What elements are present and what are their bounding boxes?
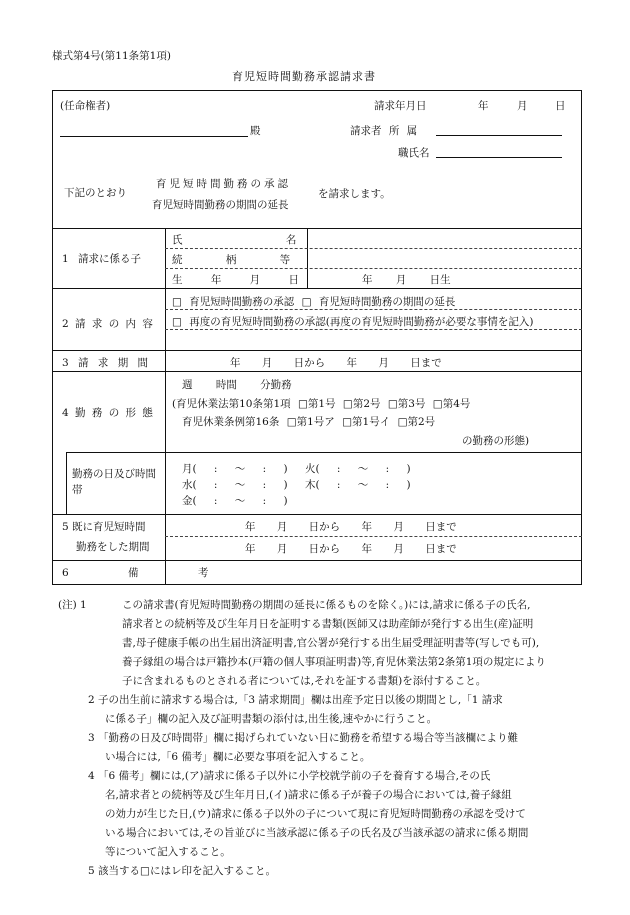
work-form-line-4: の勤務の形態) <box>462 435 530 447</box>
work-form-line-2[interactable]: (育児休業法第10条第1項 □第1号 □第2号 □第3号 □第4号 <box>172 398 471 410</box>
note-2-line: に係る子」欄の記入及び証明書類の添付は,出生後,速やかに行うこと。 <box>105 713 438 725</box>
note-4-line: いる場合においては,その旨並びに当該承認に係る子の氏名及び当該承認の請求に係る期間 <box>105 827 529 839</box>
appointer-label: (任命権者) <box>60 100 111 112</box>
note-3-line: 3 「勤務の日及び時間帯」欄に掲げられていない日に勤務を希望する場合等当該欄により難 <box>88 732 519 744</box>
note-4-line: 名,請求者との続柄等及び生年月日,(イ)請求に係る子が養子の場合においては,養子縁組 <box>105 789 512 801</box>
schedule-line-1[interactable]: 月( : 〜 : ) 火( : 〜 : ) <box>182 463 411 475</box>
request-suffix: を請求します。 <box>318 188 391 200</box>
name-label: 職氏名 <box>398 147 430 159</box>
remarks-row-label: 6 備 考 <box>62 567 209 579</box>
note-1-line: 養子縁組の場合は戸籍抄本(戸籍の個人事項証明書)等,育児休業法第2条第1項の規定により <box>122 656 546 668</box>
request-date-label: 請求年月日 <box>374 100 427 112</box>
schedule-line-2[interactable]: 水( : 〜 : ) 木( : 〜 : ) <box>182 479 411 491</box>
work-form-line-3[interactable]: 育児休業条例第16条 □第1号ア □第1号イ □第2号 <box>182 416 436 428</box>
note-1-line: 書,母子健康手帳の出生届出済証明書,官公署が発行する出生届受理証明書等(写しでも可), <box>122 637 540 649</box>
name-field[interactable] <box>436 157 562 158</box>
note-4-line: 等について記入すること。 <box>105 846 231 858</box>
work-form-row-label: 4 勤 務 の 形 態 <box>62 407 153 419</box>
child-row-label: 1 請求に係る子 <box>62 253 142 265</box>
content-row-label: 2 請 求 の 内 容 <box>62 318 153 330</box>
note-4-line: 4 「6 備考」欄には,(ア)請求に係る子以外に小学校就学前の子を養育する場合,その氏 <box>88 770 491 782</box>
date-day-unit: 日 <box>555 100 566 112</box>
requester-affiliation-label: 請求者 所 属 <box>350 125 418 137</box>
prior-row-label-2: 勤務をした期間 <box>76 541 150 553</box>
content-line-2[interactable]: □ 再度の育児短時間勤務の承認(再度の育児短時間勤務が必要な事情を記入) <box>172 316 534 328</box>
prior-line-1[interactable]: 年 月 日から 年 月 日まで <box>245 521 457 533</box>
work-form-line-1[interactable]: 週 時間 分勤務 <box>182 379 292 391</box>
intro-text: 下記のとおり <box>64 187 127 199</box>
child-birth-label: 生 年 月 日 <box>172 274 300 286</box>
note-4-line: の効力が生じた日,(ウ)請求に係る子以外の子について現に育児短時間勤務の承認を受けて <box>105 808 526 820</box>
form-frame <box>52 90 582 585</box>
date-month-unit: 月 <box>517 100 528 112</box>
note-1-line: 子に含まれるものとされる者については,それを証する書類)を添付すること。 <box>122 675 487 687</box>
period-row-label: 3 請 求 期 間 <box>62 357 149 369</box>
date-year-unit: 年 <box>478 100 489 112</box>
addressee-field[interactable] <box>60 136 248 137</box>
note-3-line: い場合には,「6 備考」欄に必要な事項を記入すること。 <box>105 751 371 763</box>
note-1-line: この請求書(育児短時間勤務の期間の延長に係るものを除く。)には,請求に係る子の氏名, <box>122 599 531 611</box>
content-line-1[interactable]: □ 育児短時間勤務の承認 □ 育児短時間勤務の期間の延長 <box>172 296 456 308</box>
period-value[interactable]: 年 月 日から 年 月 日まで <box>230 357 442 369</box>
note-5-line: 5 該当する□にはレ印を記入すること。 <box>88 865 276 877</box>
child-birth-value[interactable]: 年 月 日生 <box>362 274 451 286</box>
notes-lead: (注) 1 <box>58 599 87 611</box>
note-1-line: 請求者との続柄等及び生年月日を証明する書類(医師又は助産師が発行する出生(産)証明 <box>122 618 534 630</box>
schedule-label: 勤務の日及び時間帯 <box>72 468 156 496</box>
prior-row-label-1: 5 既に育児短時間 <box>62 521 146 533</box>
remarks-field[interactable] <box>170 562 576 582</box>
child-relation-label: 続 柄 等 <box>172 254 291 266</box>
schedule-line-3[interactable]: 金( : 〜 : ) <box>182 495 288 507</box>
dono-label: 殿 <box>250 125 261 137</box>
option-approval: 育児短時間勤務の承認 <box>156 178 291 190</box>
child-name-label: 氏 名 <box>172 234 297 246</box>
note-2-line: 2 子の出生前に請求する場合は,「3 請求期間」欄は出産予定日以後の期間とし,「1 請求 <box>88 694 503 706</box>
affiliation-field[interactable] <box>436 135 562 136</box>
page-title: 育児短時間勤務承認請求書 <box>232 70 376 83</box>
option-extension: 育児短時間勤務の期間の延長 <box>152 199 289 211</box>
form-number: 様式第4号(第11条第1項) <box>52 50 171 62</box>
prior-line-2[interactable]: 年 月 日から 年 月 日まで <box>245 543 457 555</box>
